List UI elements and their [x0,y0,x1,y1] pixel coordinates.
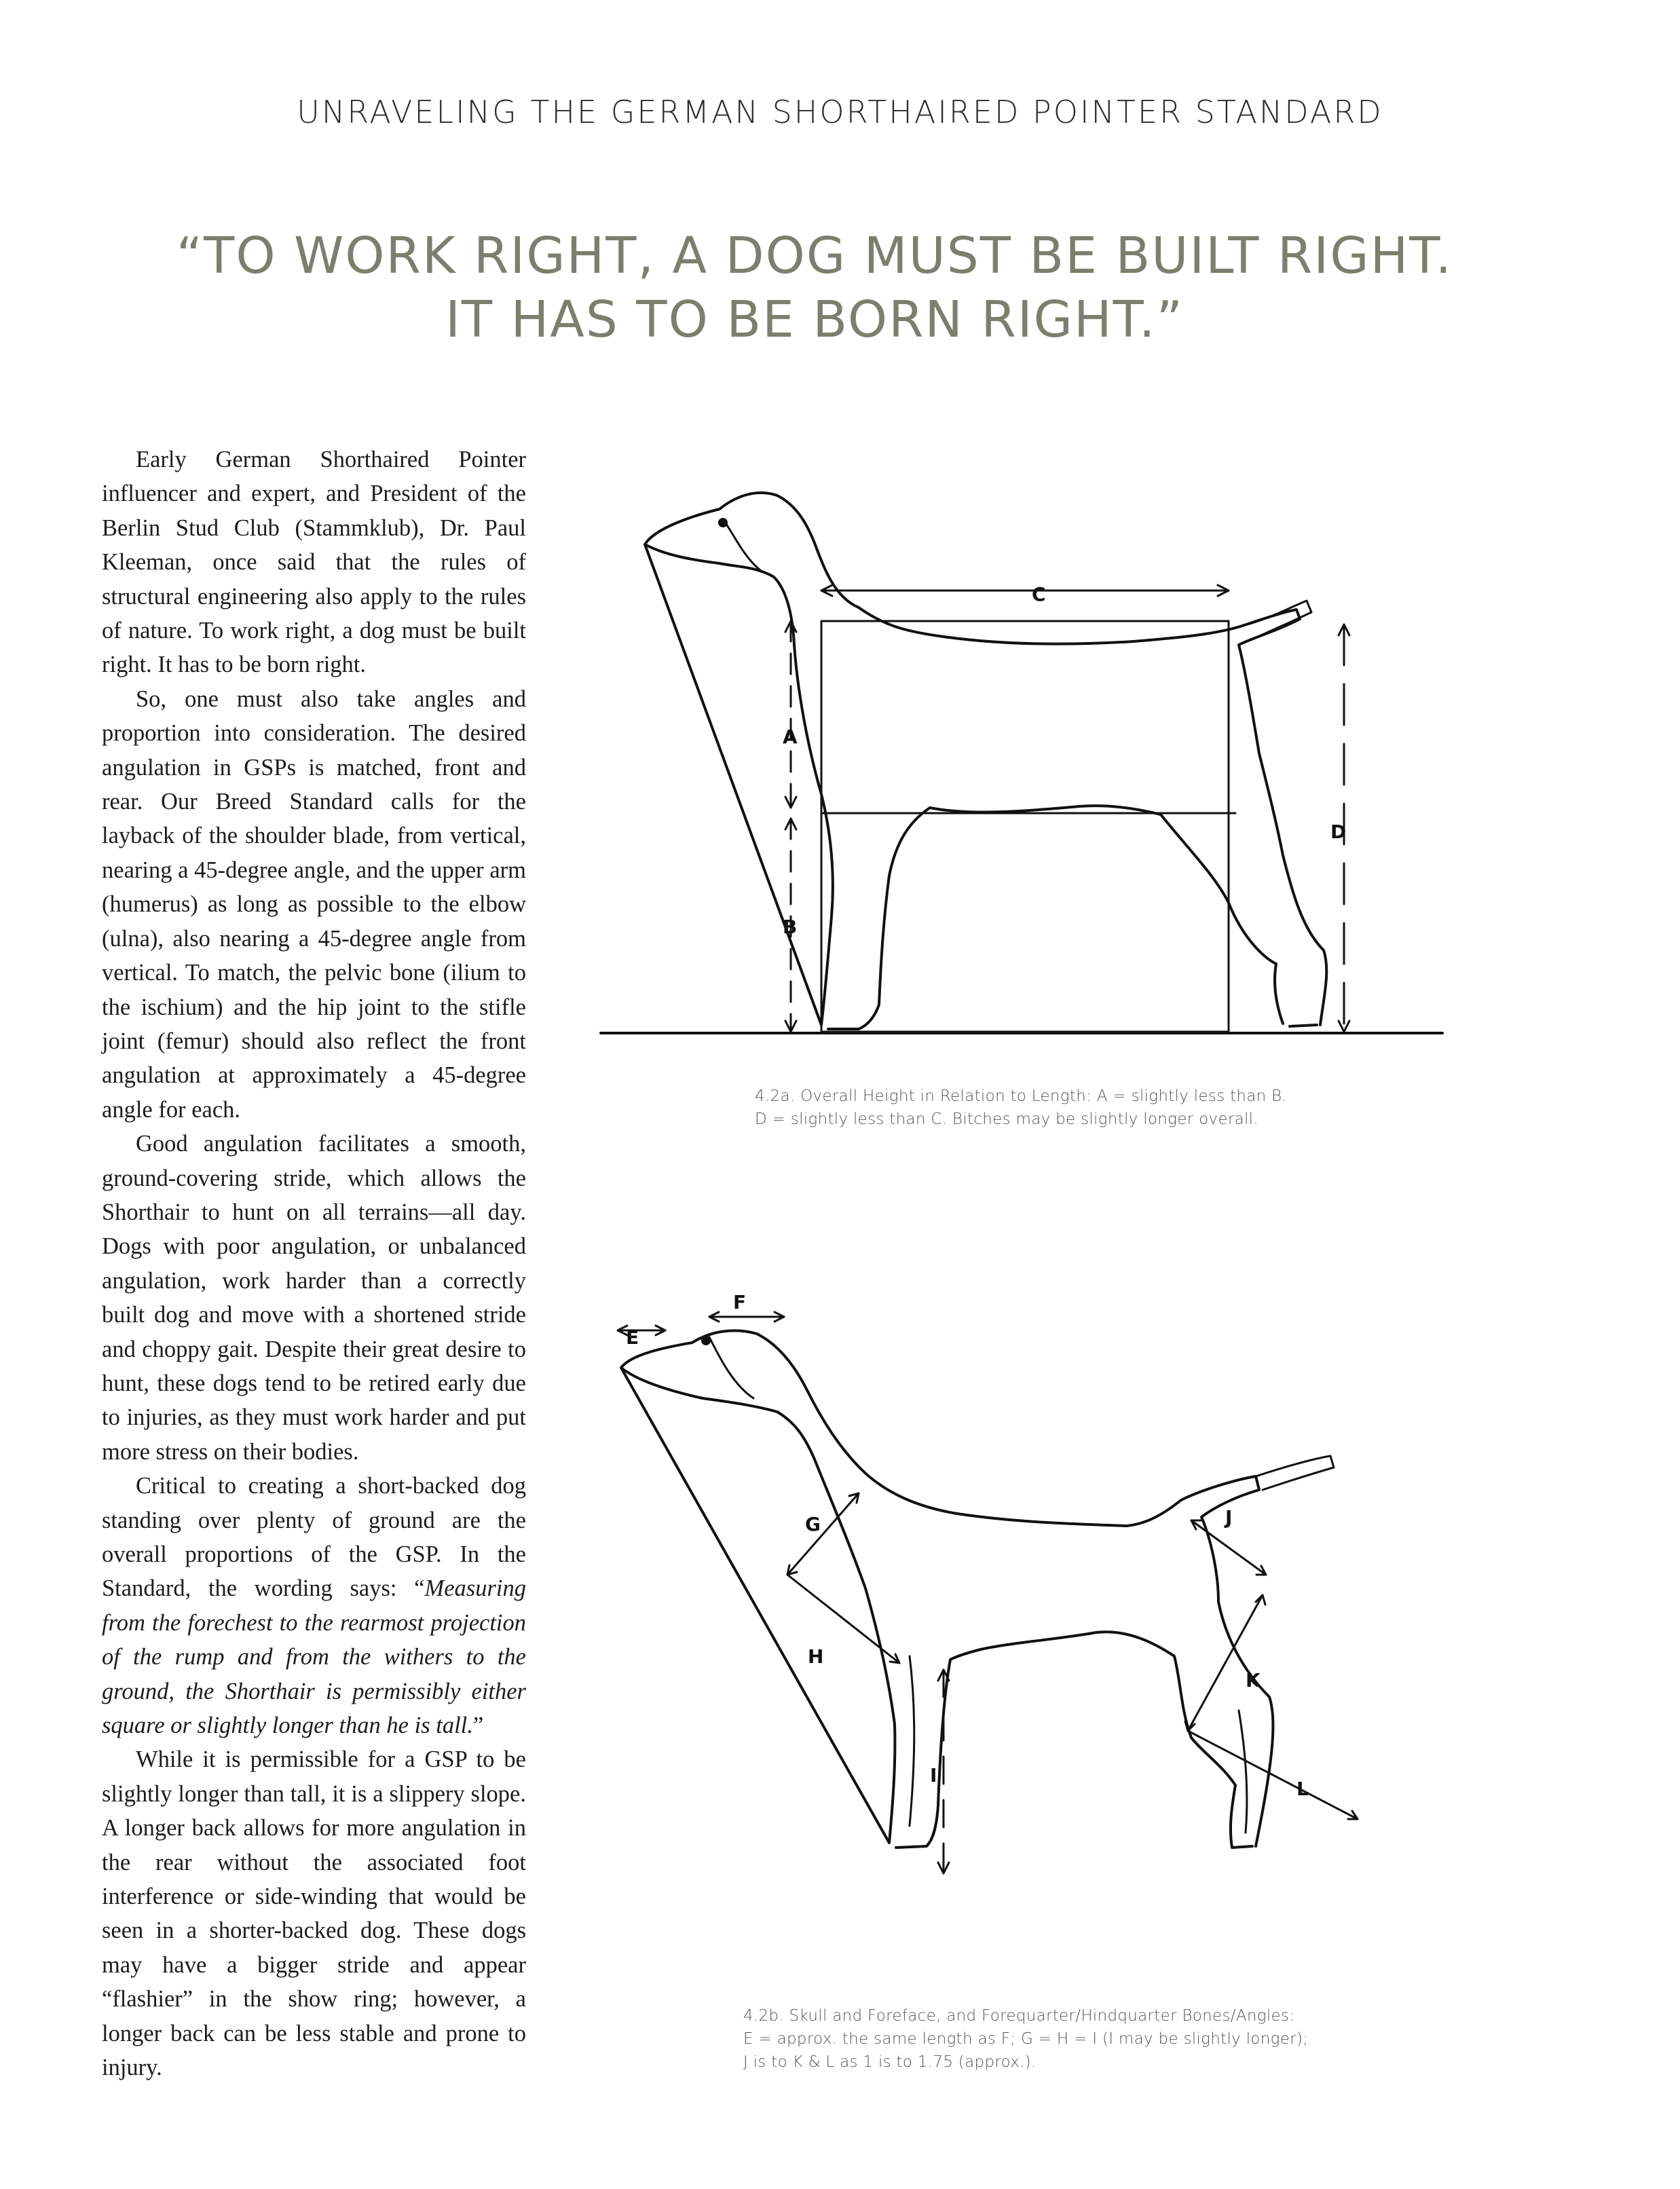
pull-quote-line-1: “TO WORK RIGHT, A DOG MUST BE BUILT RIGHT. [176,227,1453,285]
paragraph-4-end: ” [472,1713,484,1739]
label-d: D [1330,821,1347,843]
figure-bones-angles-diagram [591,1290,1378,1968]
label-f: F [733,1291,747,1313]
figure-a-caption [755,1085,1366,1131]
label-g: G [805,1513,821,1535]
paragraph-4-intro: Critical to creating a short-backed dog standing over plenty of ground are the overall proportions of the GSP. In the Standard, the wording says: “ [102,1473,526,1602]
label-k: K [1246,1669,1261,1691]
paragraph-3: Good angulation facilitates a smooth, ground-covering stride, which allows the Shorthair to hunt on all terrains—all day. Dogs with poor angulation, or unbalanced angulation, work harder than a correctly built dog and move with a shortened stride and choppy gait. Despite their great desire to hunt, these dogs tend to be retired early due to injuries, as they must work harder and put more stress on their bodies. [102,1131,526,1465]
standard-quote: Measuring from the forechest to the rearmost projection of the rump and from the withers to the ground, the Shorthair is permissibly either square or slightly longer than he is tall. [102,1575,526,1739]
label-i: I [930,1764,937,1786]
label-h: H [808,1645,824,1668]
body-text-column [102,443,526,2085]
label-e: E [626,1326,639,1349]
paragraph-1: Early German Shorthaired Pointer influencer and expert, and President of the Berlin Stud Club (Stammklub), Dr. Paul Kleeman, once said that the rules of structural engineering also apply to the rules of nature. To work right, a dog must be built right. It has to be born right. [102,447,526,678]
figure-b-caption-line-2: E = approx. the same length as F; G = H = I (I may be slightly longer); [743,2030,1309,2048]
figure-b-caption [743,2004,1395,2074]
label-l: L [1296,1778,1309,1800]
figure-height-length-diagram [591,468,1453,1052]
paragraph-4 [102,1469,526,1742]
label-b: B [783,916,798,938]
pull-quote-line-2: IT HAS TO BE BORN RIGHT.” [445,291,1184,349]
figure-a-caption-line-1: 4.2a. Overall Height in Relation to Length: A = slightly less than B. [755,1087,1288,1105]
dog-proportion-drawing [591,468,1453,1052]
paragraph-2: So, one must also take angles and proportion into consideration. The desired angulation in GSPs is matched, front and rear. Our Breed Standard calls for the layback of the shoulder blade, from vertical, nearing a 45-degree angle, and the upper arm (humerus) as long as possible to the elbow (ulna), also nearing a 45-degree angle from vertical. To match, the pelvic bone (ilium to the ischium) and the hip joint to the stifle joint (femur) should also reflect the front angulation at approximately a 45-degree angle for each. [102,686,526,1123]
dog-angles-drawing [591,1290,1378,1968]
label-a: A [783,726,798,748]
pull-quote [136,224,1493,352]
paragraph-5: While it is permissible for a GSP to be slightly longer than tall, it is a slippery slope. A longer back allows for more angulation in the rear without the associated foot interference or side-winding that would be seen in a shorter-backed dog. These dogs may have a bigger stride and appear “flashier” in the show ring; however, a longer back can be less stable and prone to injury. [102,1746,526,2081]
figure-a-caption-line-2: D = slightly less than C. Bitches may be slightly longer overall. [755,1110,1258,1128]
label-c: C [1032,583,1046,605]
figure-b-caption-line-1: 4.2b. Skull and Foreface, and Forequarter/Hindquarter Bones/Angles: [743,2007,1295,2025]
running-head: UNRAVELING THE GERMAN SHORTHAIRED POINTER STANDARD [297,94,1383,130]
figure-b-caption-line-3: J is to K & L as 1 is to 1.75 (approx.). [743,2053,1037,2071]
label-j: J [1225,1506,1233,1529]
